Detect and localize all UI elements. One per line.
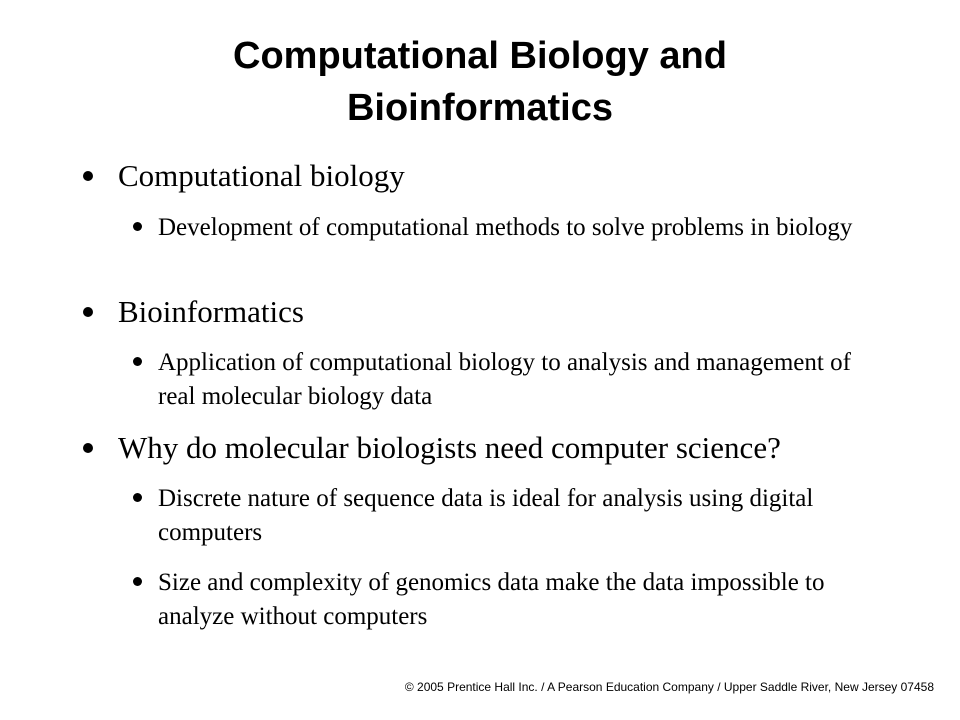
sub-bullet-application [158, 346, 858, 414]
sub-bullet-size-complexity [158, 566, 858, 634]
bullet-text: Bioinformatics [118, 294, 304, 329]
bullet-bioinformatics [118, 294, 304, 330]
sub-bullet-text: Application of computational biology to analysis and management of real molecular biology data [158, 349, 851, 410]
bullet-dot-icon [133, 222, 142, 231]
sub-bullet-text: Development of computational methods to solve problems in biology [158, 214, 853, 241]
bullet-text: Computational biology [118, 158, 405, 193]
bullet-dot-icon [133, 493, 142, 502]
bullet-dot-icon [133, 357, 142, 366]
bullet-why-computer-science [118, 430, 781, 466]
sub-bullet-discrete-nature [158, 482, 858, 550]
sub-bullet-text: Size and complexity of genomics data make the data impossible to analyze without computers [158, 569, 825, 630]
bullet-dot-icon [83, 307, 93, 317]
bullet-dot-icon [83, 171, 93, 181]
slide-title: Computational Biology and Bioinformatics [233, 35, 727, 129]
bullet-computational-biology [118, 158, 405, 194]
bullet-dot-icon [83, 443, 93, 453]
sub-bullet-computational-methods [158, 211, 858, 245]
bullet-dot-icon [133, 577, 142, 586]
bullet-text: Why do molecular biologists need computer science? [118, 430, 781, 465]
copyright-footer: © 2005 Prentice Hall Inc. / A Pearson Education Company / Upper Saddle River, New Jersey 07458 [404, 680, 934, 694]
sub-bullet-text: Discrete nature of sequence data is ideal for analysis using digital computers [158, 485, 814, 546]
